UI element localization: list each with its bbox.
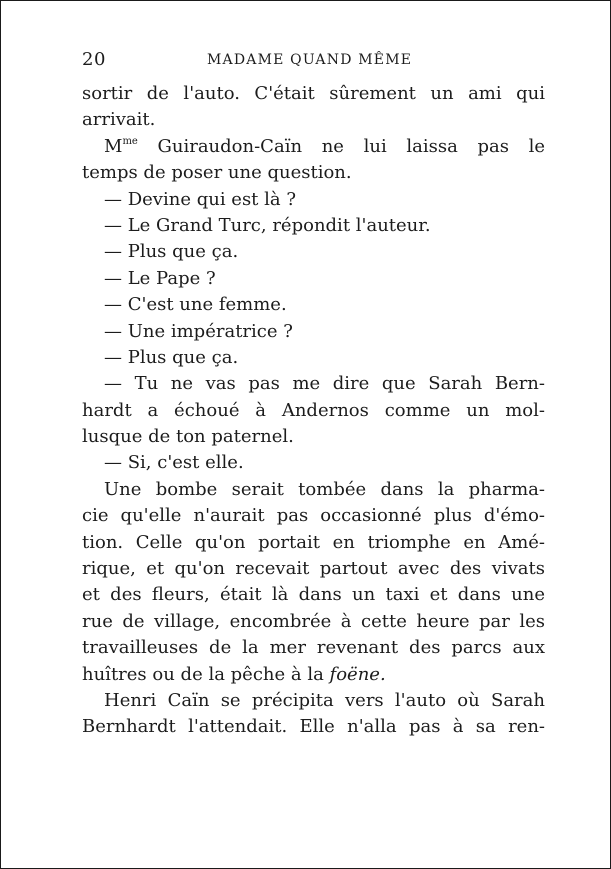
text-line: rue de village, encombrée à cette heure par les: [82, 610, 545, 632]
page-header: [82, 49, 545, 71]
text-span: Guiraudon-Caïn ne lui laissa pas le: [137, 135, 545, 157]
text-line: hardt a échoué à Andernos comme un mol-: [82, 399, 545, 421]
text-line: [82, 134, 545, 160]
dialogue-line: — Le Grand Turc, répondit l'auteur.: [104, 214, 431, 236]
text-line: sortir de l'auto. C'était sûrement un ami qui: [82, 83, 545, 104]
dialogue-line: — Plus que ça.: [104, 241, 239, 263]
running-title: MADAME QUAND MÊME: [207, 52, 413, 68]
text-line: rique, et qu'on recevait partout avec des vivats: [82, 558, 545, 580]
dialogue-line: — Le Pape ?: [104, 267, 216, 289]
text-span: huîtres ou de la pêche à la: [82, 663, 330, 685]
text-line: lusque de ton paternel.: [82, 426, 294, 448]
text-line: arrivait.: [82, 109, 156, 131]
dialogue-line: — Une impératrice ?: [104, 320, 293, 342]
dialogue-line: — C'est une femme.: [104, 294, 287, 316]
body-text: [82, 81, 545, 741]
text-line: Henri Caïn se précipita vers l'auto où Sarah: [104, 689, 545, 711]
text-line: tion. Celle qu'on portait en triomphe en Amé-: [82, 531, 545, 553]
page-number: 20: [82, 49, 106, 70]
text-line: cie qu'elle n'aurait pas occasionné plus d'émo-: [82, 505, 545, 527]
abbreviation-superscript: me: [122, 135, 138, 147]
text-line: et des fleurs, était là dans un taxi et dans une: [82, 584, 545, 606]
dialogue-line: — Tu ne vas pas me dire que Sarah Bern-: [104, 373, 545, 395]
dialogue-line: — Si, c'est elle.: [104, 452, 244, 474]
text-line: [82, 662, 545, 688]
dialogue-line: — Devine qui est là ?: [104, 188, 296, 210]
italic-word: foëne.: [329, 663, 386, 685]
text-line: Bernhardt l'attendait. Elle n'alla pas à sa ren-: [82, 716, 545, 738]
title-abbreviation: M: [104, 135, 123, 157]
text-line: Une bombe serait tombée dans la pharma-: [104, 478, 545, 500]
text-line: temps de poser une question.: [82, 162, 352, 184]
text-line: travailleuses de la mer revenant des parcs aux: [82, 637, 545, 659]
dialogue-line: — Plus que ça.: [104, 346, 239, 368]
